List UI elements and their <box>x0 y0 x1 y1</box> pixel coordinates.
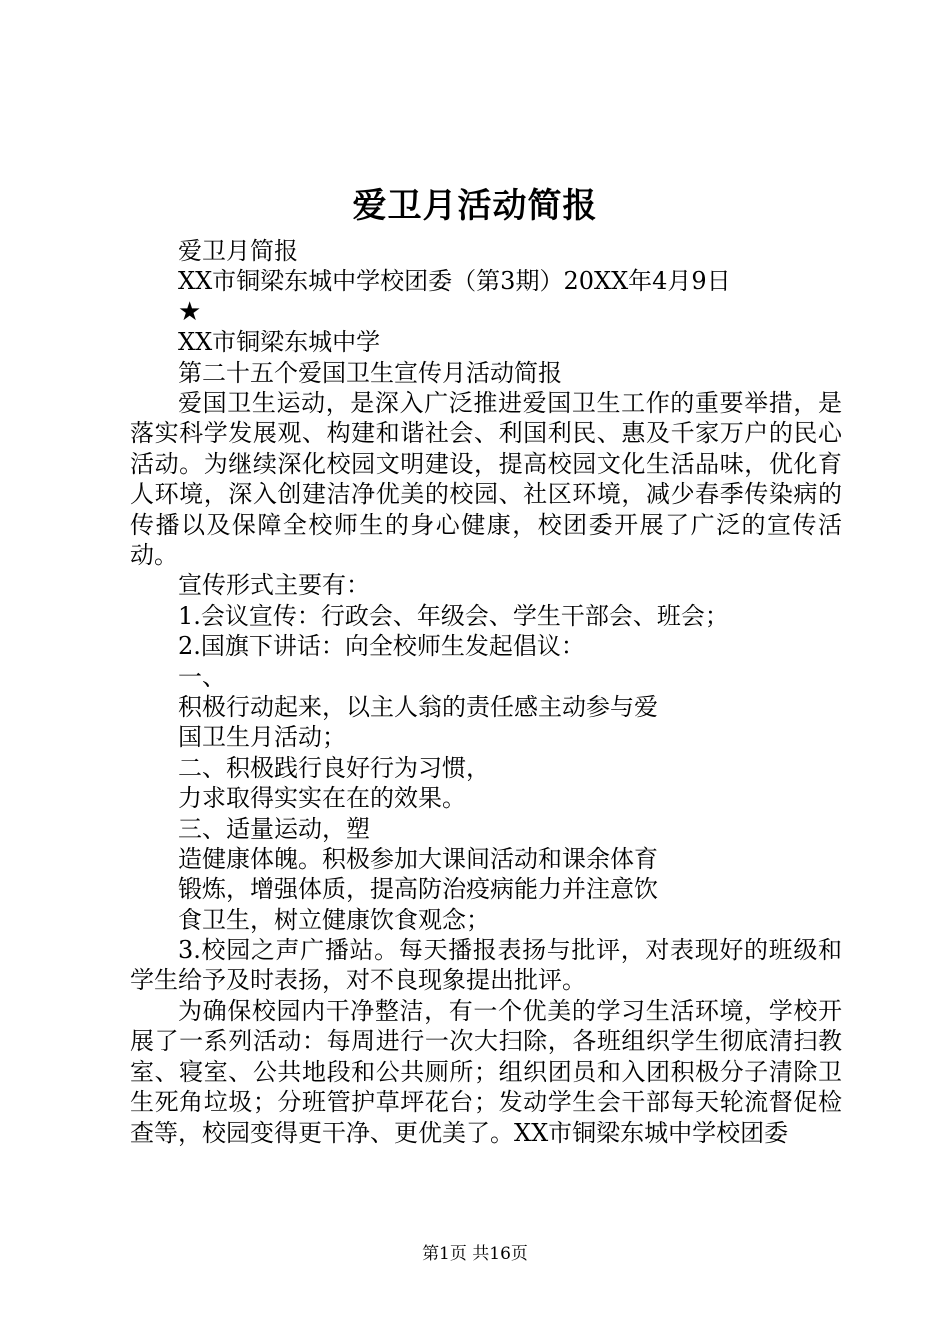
line-item-1: 1.会议宣传：行政会、年级会、学生干部会、班会； <box>178 601 729 630</box>
line-subtitle: 第二十五个爱国卫生宣传月活动简报 <box>178 358 562 387</box>
page-number-footer: 第1页 共16页 <box>422 1244 528 1264</box>
line-issue-info: XX市铜梁东城中学校团委（第3期）20XX年4月9日 <box>178 267 731 296</box>
line-initiative-3c: 锻炼，增强体质，提高防治疫病能力并注意饮 <box>178 875 658 904</box>
paragraph-broadcast: 3.校园之声广播站。每天播报表扬与批评，对表现好的班级和学生给予及时表扬，对不良现象提出批评。 <box>130 936 842 995</box>
line-initiative-2a: 二、积极践行良好行为习惯， <box>178 753 490 782</box>
line-initiative-3b: 造健康体魄。积极参加大课间活动和课余体育 <box>178 844 658 873</box>
line-initiative-1b: 国卫生月活动； <box>178 723 346 752</box>
line-initiative-2b: 力求取得实实在在的效果。 <box>178 784 466 813</box>
star-icon: ★ <box>178 296 202 327</box>
document-body <box>130 236 842 1148</box>
line-initiative-1a: 积极行动起来，以主人翁的责任感主动参与爱 <box>178 692 658 721</box>
document-title: 爱卫月活动简报 <box>352 186 598 226</box>
line-school-name: XX市铜梁东城中学 <box>178 328 381 357</box>
paragraph-cleaning: 为确保校园内干净整洁，有一个优美的学习生活环境，学校开展了一系列活动：每周进行一次大扫除，各班组织学生彻底清扫教室、寝室、公共地段和公共厕所；组织团员和入团积极分子清除卫生死角垃圾；分班管护草坪花台；发动学生会干部每天轮流督促检查等，校园变得更干净、更优美了。XX市铜梁东城中学校团委 <box>130 996 842 1147</box>
line-initiative-3d: 食卫生，树立健康饮食观念； <box>178 905 490 934</box>
line-forms-heading: 宣传形式主要有： <box>178 571 370 600</box>
line-item-2: 2.国旗下讲话：向全校师生发起倡议： <box>178 632 585 661</box>
line-bulletin-name: 爱卫月简报 <box>178 237 298 265</box>
line-initiative-1-num: 一、 <box>178 662 226 691</box>
line-initiative-3a: 三、适量运动，塑 <box>178 814 370 843</box>
paragraph-intro: 爱国卫生运动，是深入广泛推进爱国卫生工作的重要举措，是落实科学发展观、构建和谐社会、利国利民、惠及千家万户的民心活动。为继续深化校园文明建设，提高校园文化生活品味，优化育人环境，深入创建洁净优美的校园、社区环境，减少春季传染病的传播以及保障全校师生的身心健康，校团委开展了广泛的宣传活动。 <box>130 388 842 569</box>
